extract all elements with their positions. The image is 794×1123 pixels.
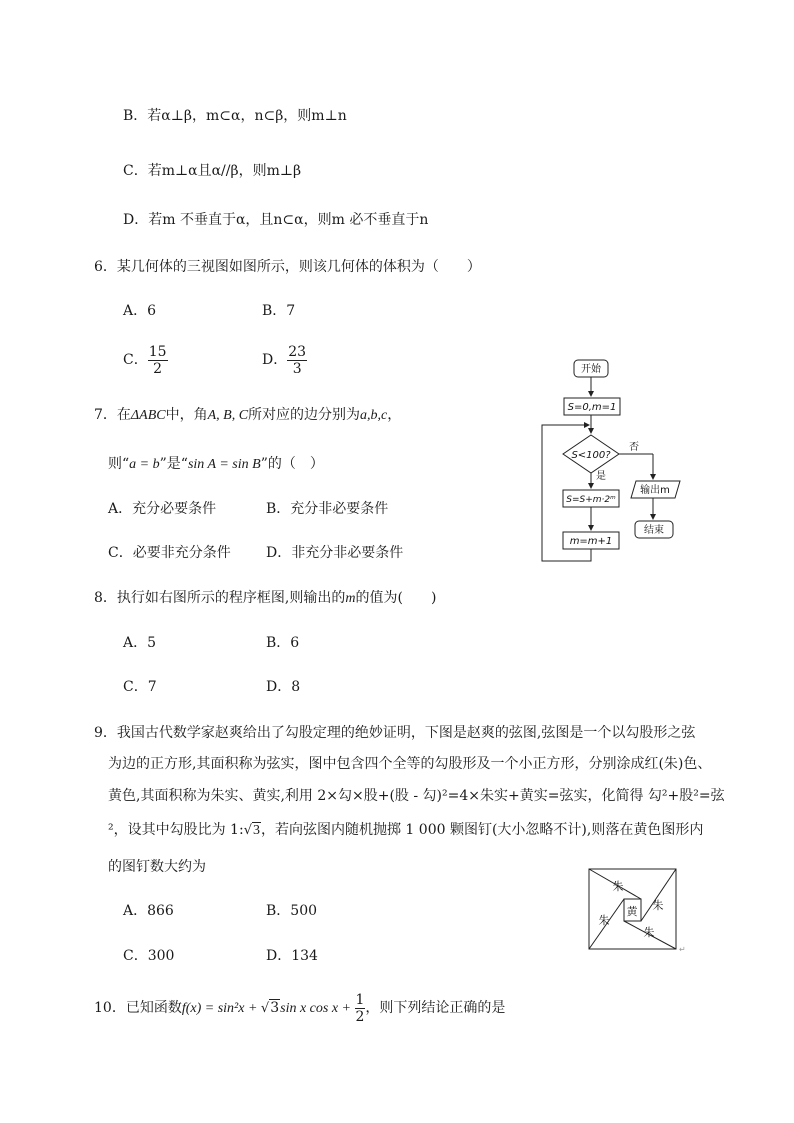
- q6-option-c-fraction: [148, 344, 168, 377]
- q6-c-denominator: 2: [153, 360, 163, 377]
- q10-stem-part1: 10．已知函数: [94, 1000, 182, 1016]
- q10-function-part1: f(x) = sin²x +: [181, 1001, 261, 1016]
- q7-line2-part1: 则“: [108, 456, 130, 472]
- q10-sqrt-value: 3: [270, 1000, 280, 1016]
- q9-stem-line2: 为边的正方形,其面积称为弦实，图中包含四个全等的勾股形及一个小正方形，分别涂成红(朱)色、: [108, 756, 712, 772]
- q6-d-numerator: 23: [288, 343, 307, 360]
- flowchart-update-m-label: m=m+1: [569, 536, 613, 547]
- q7-stem-part1: 7．在: [94, 407, 131, 423]
- q10-half-numerator: 1: [355, 991, 365, 1008]
- q7-stem-part4: ，: [387, 407, 402, 423]
- flowchart-no-label: 否: [629, 442, 639, 453]
- q10-half-fraction: [355, 992, 366, 1025]
- chord-huang-center: 黄: [626, 905, 638, 918]
- chord-zhu-bottom: 朱: [643, 926, 655, 939]
- q9-option-b: B．500: [266, 903, 318, 919]
- q7-condition-2: sin A = sin B: [187, 457, 261, 472]
- q8-variable: m: [345, 591, 356, 606]
- q5-option-d: D．若m 不垂直于α，且n⊂α，则m 必不垂直于n: [123, 212, 429, 228]
- q6-option-b: B．7: [262, 303, 296, 319]
- q5-option-b: B．若α⊥β，m⊂α，n⊂β，则m⊥n: [123, 108, 347, 124]
- flowchart-output-label: 输出m: [640, 485, 670, 496]
- q10-stem-part2: ，则下列结论正确的是: [365, 1000, 506, 1016]
- q7-stem-part3: 所对应的边分别为: [248, 407, 361, 423]
- q6-c-numerator: 15: [148, 343, 167, 360]
- flowchart-start-label: 开始: [581, 364, 601, 375]
- q8-option-b: B．6: [266, 635, 300, 651]
- q6-option-d-label: D．: [262, 352, 288, 368]
- q9-line4-part1: ²，设其中勾股比为 1:: [108, 822, 244, 838]
- sqrt-symbol: √: [243, 823, 252, 838]
- q10-stem: [94, 988, 505, 1029]
- q8-stem: [94, 588, 436, 609]
- q7-option-d: D．非充分非必要条件: [266, 545, 404, 561]
- q8-option-d: D．8: [266, 679, 301, 695]
- paragraph-mark-icon: ↵: [679, 945, 686, 954]
- chord-zhu-left: 朱: [598, 914, 610, 927]
- q9-sqrt-value: 3: [252, 823, 260, 838]
- q8-stem-part1: 8．执行如右图所示的程序框图,则输出的: [94, 590, 346, 606]
- flowchart-condition-label: S<100?: [571, 450, 611, 461]
- q8-option-a: A．5: [123, 635, 157, 651]
- q10-function-part2: sin x cos x +: [280, 1001, 355, 1016]
- q7-stem: [94, 405, 401, 426]
- chord-diagram: [586, 866, 686, 954]
- q8-option-c: C．7: [123, 679, 157, 695]
- q9-line4-part2: ，若向弦图内随机抛掷 1 000 颗图钉(大小忽略不计),则落在黄色图形内: [260, 822, 704, 838]
- q7-option-b: B．充分非必要条件: [266, 501, 389, 517]
- q7-triangle: ΔABC: [130, 408, 166, 423]
- q6-option-c: [123, 340, 168, 380]
- flowchart-init-label: S=0,m=1: [567, 402, 617, 413]
- flowchart-update-s-label: S=S+m·2ᵐ: [566, 495, 616, 505]
- flowchart: [536, 355, 686, 570]
- flowchart-end-label: 结束: [644, 525, 664, 536]
- q9-stem-line3: 黄色,其面积称为朱实、黄实,利用 2×勾×股+(股 - 勾)²=4×朱实+黄实=弦实，化简得 勾²+股²=弦: [108, 788, 725, 804]
- q7-option-a: A．充分必要条件: [108, 501, 217, 517]
- flowchart-yes-label: 是: [596, 471, 606, 482]
- q9-stem-line1: 9．我国古代数学家赵爽给出了勾股定理的绝妙证明，下图是赵爽的弦图,弦图是一个以勾股形之弦: [94, 725, 696, 741]
- q6-option-a: A．6: [123, 303, 157, 319]
- q7-stem-line2: [108, 454, 324, 475]
- q7-line2-part2: ”是“: [159, 456, 188, 472]
- q6-option-d: [262, 340, 307, 380]
- q7-sides: a,b,c: [360, 408, 388, 423]
- q9-stem-line5: 的图钉数大约为: [108, 859, 206, 875]
- q6-stem: 6．某几何体的三视图如图所示，则该几何体的体积为（ ）: [94, 259, 481, 275]
- q7-angles: A, B, C: [207, 408, 249, 423]
- q7-condition-1: a = b: [129, 457, 160, 472]
- q7-line2-part3: ”的（ ）: [260, 456, 324, 472]
- q8-stem-part2: 的值为( ): [355, 590, 437, 606]
- q6-option-d-fraction: [287, 344, 307, 377]
- q7-option-c: C．必要非充分条件: [108, 545, 231, 561]
- q10-half-denominator: 2: [355, 1008, 365, 1025]
- chord-zhu-right: 朱: [652, 899, 664, 912]
- q9-option-a: A．866: [123, 903, 174, 919]
- chord-zhu-top: 朱: [612, 880, 624, 893]
- q7-stem-part2: 中，角: [165, 407, 208, 423]
- q9-option-d: D．134: [266, 948, 318, 964]
- sqrt-symbol: √: [260, 1001, 270, 1016]
- q6-option-c-label: C．: [123, 352, 148, 368]
- q5-option-c: C．若m⊥α且α//β，则m⊥β: [123, 163, 302, 179]
- q6-d-denominator: 3: [292, 360, 302, 377]
- q9-stem-line4: [108, 820, 703, 841]
- q9-option-c: C．300: [123, 948, 175, 964]
